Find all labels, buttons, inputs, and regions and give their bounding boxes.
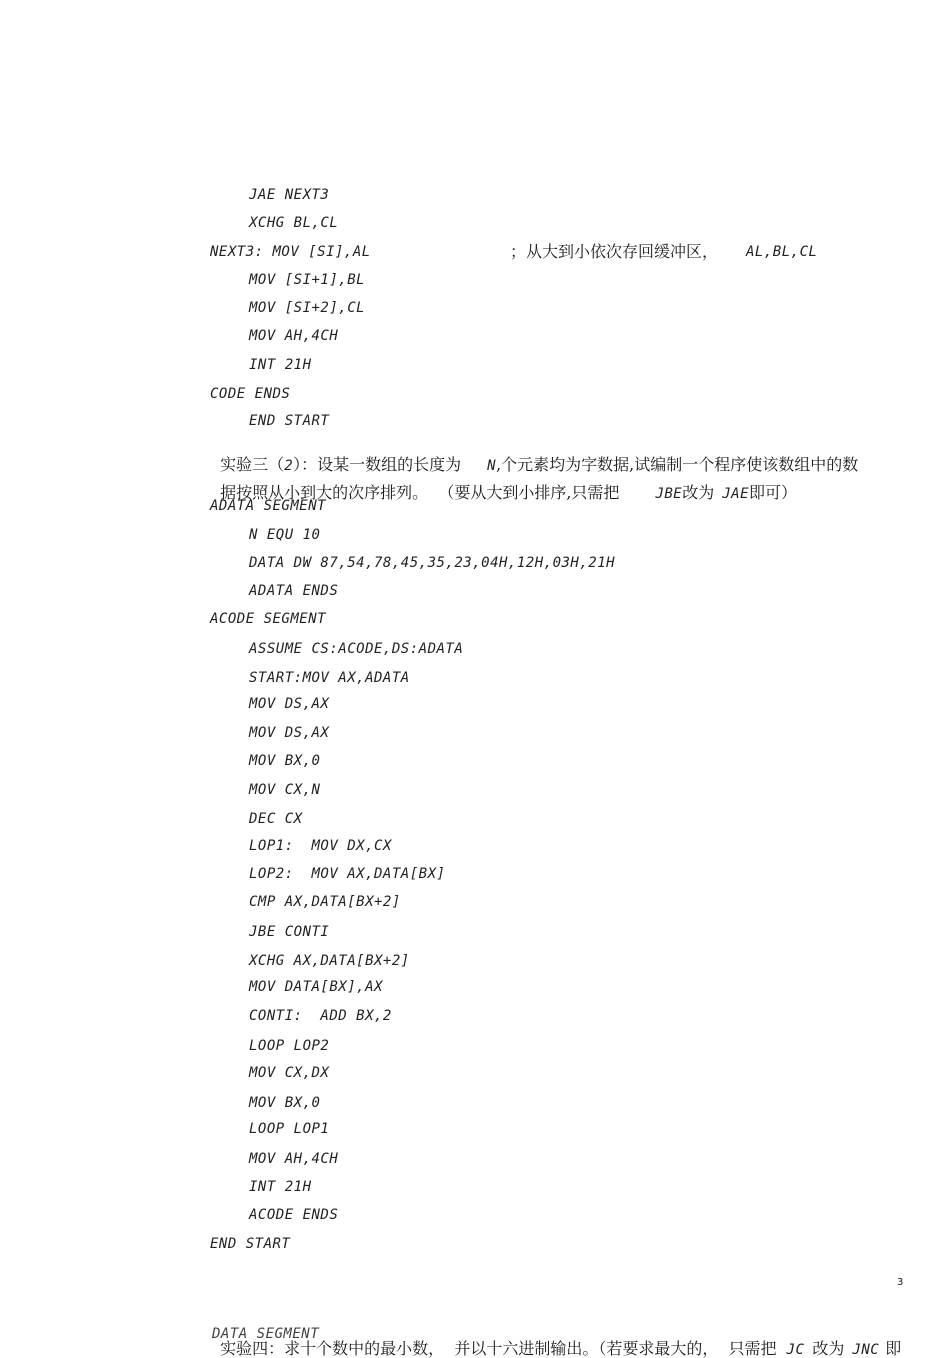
code-line: MOV DATA[BX],AX	[249, 979, 383, 995]
code-line: XCHG BL,CL	[249, 215, 339, 231]
code-line: LOOP LOP2	[249, 1038, 330, 1054]
code-line: JBE CONTI	[249, 924, 330, 940]
experiment-4-text: 即	[885, 1339, 902, 1358]
code-line: MOV [SI+2],CL	[249, 300, 366, 316]
code-line: CMP AX,DATA[BX+2]	[249, 894, 401, 910]
description-text: 据按照从小到大的次序排列。 （要从大到小排序,只需把	[220, 483, 620, 502]
code-line: INT 21H	[249, 357, 312, 373]
code-line: LOOP LOP1	[249, 1121, 330, 1137]
code-line: N EQU 10	[249, 527, 321, 543]
code-line: MOV BX,0	[249, 1095, 321, 1111]
experiment-number: 2	[284, 458, 294, 474]
code-line: ACODE ENDS	[249, 1207, 339, 1223]
page-number: 3	[897, 1277, 904, 1288]
code-line: JAE NEXT3	[249, 187, 330, 203]
code-line: DATA DW 87,54,78,45,35,23,04H,12H,03H,21H	[249, 555, 616, 571]
code-line: INT 21H	[249, 1179, 312, 1195]
code-line: CODE ENDS	[210, 386, 291, 402]
instruction-jae: JAE	[722, 486, 750, 502]
experiment-title-text: ,个元素均为字数据,试编制一个程序使该数组中的数	[496, 455, 859, 474]
code-line: MOV AH,4CH	[249, 1151, 339, 1167]
experiment-description	[210, 469, 797, 501]
code-line: XCHG AX,DATA[BX+2]	[249, 953, 410, 969]
code-line: MOV DS,AX	[249, 696, 330, 712]
experiment-4-text: 实验四：求十个数中的最小数， 并以十六进制输出。（若要求最大的， 只需把	[220, 1339, 777, 1358]
code-line: MOV BX,0	[249, 753, 321, 769]
code-line: END START	[249, 413, 330, 429]
code-line: MOV CX,DX	[249, 1065, 330, 1081]
code-line: MOV AH,4CH	[249, 328, 339, 344]
experiment-title-text: ）：设某一数组的长度为	[293, 455, 462, 474]
code-line: ACODE SEGMENT	[210, 611, 327, 627]
instruction-jc: JC	[786, 1342, 805, 1358]
code-line: MOV [SI+1],BL	[249, 272, 366, 288]
instruction-jbe: JBE	[655, 486, 683, 502]
code-line: ASSUME CS:ACODE,DS:ADATA	[249, 641, 464, 657]
code-line: MOV CX,N	[249, 782, 321, 798]
code-line: CONTI: ADD BX,2	[249, 1008, 392, 1024]
code-line: START:MOV AX,ADATA	[249, 670, 410, 686]
code-comment-registers: AL,BL,CL	[746, 244, 818, 260]
code-line: ADATA SEGMENT	[210, 498, 327, 514]
variable-n: N	[487, 458, 497, 474]
description-text: 即可）	[749, 483, 798, 502]
instruction-jnc: JNC	[852, 1342, 880, 1358]
experiment-title-text: 实验三（	[220, 455, 285, 474]
code-line: MOV DS,AX	[249, 725, 330, 741]
code-line: END START	[210, 1236, 291, 1252]
description-text: 改为	[682, 483, 715, 502]
code-comment: ；从大到小依次存回缓冲区，	[510, 242, 719, 261]
code-line: DEC CX	[249, 811, 303, 827]
code-line: NEXT3: MOV [SI],AL	[210, 244, 371, 260]
code-line: LOP1: MOV DX,CX	[249, 838, 392, 854]
overlapping-code-line: DATA SEGMENT	[212, 1326, 320, 1342]
experiment-4-text: 改为	[812, 1339, 845, 1358]
code-line: ADATA ENDS	[249, 583, 339, 599]
code-line: LOP2: MOV AX,DATA[BX]	[249, 866, 446, 882]
